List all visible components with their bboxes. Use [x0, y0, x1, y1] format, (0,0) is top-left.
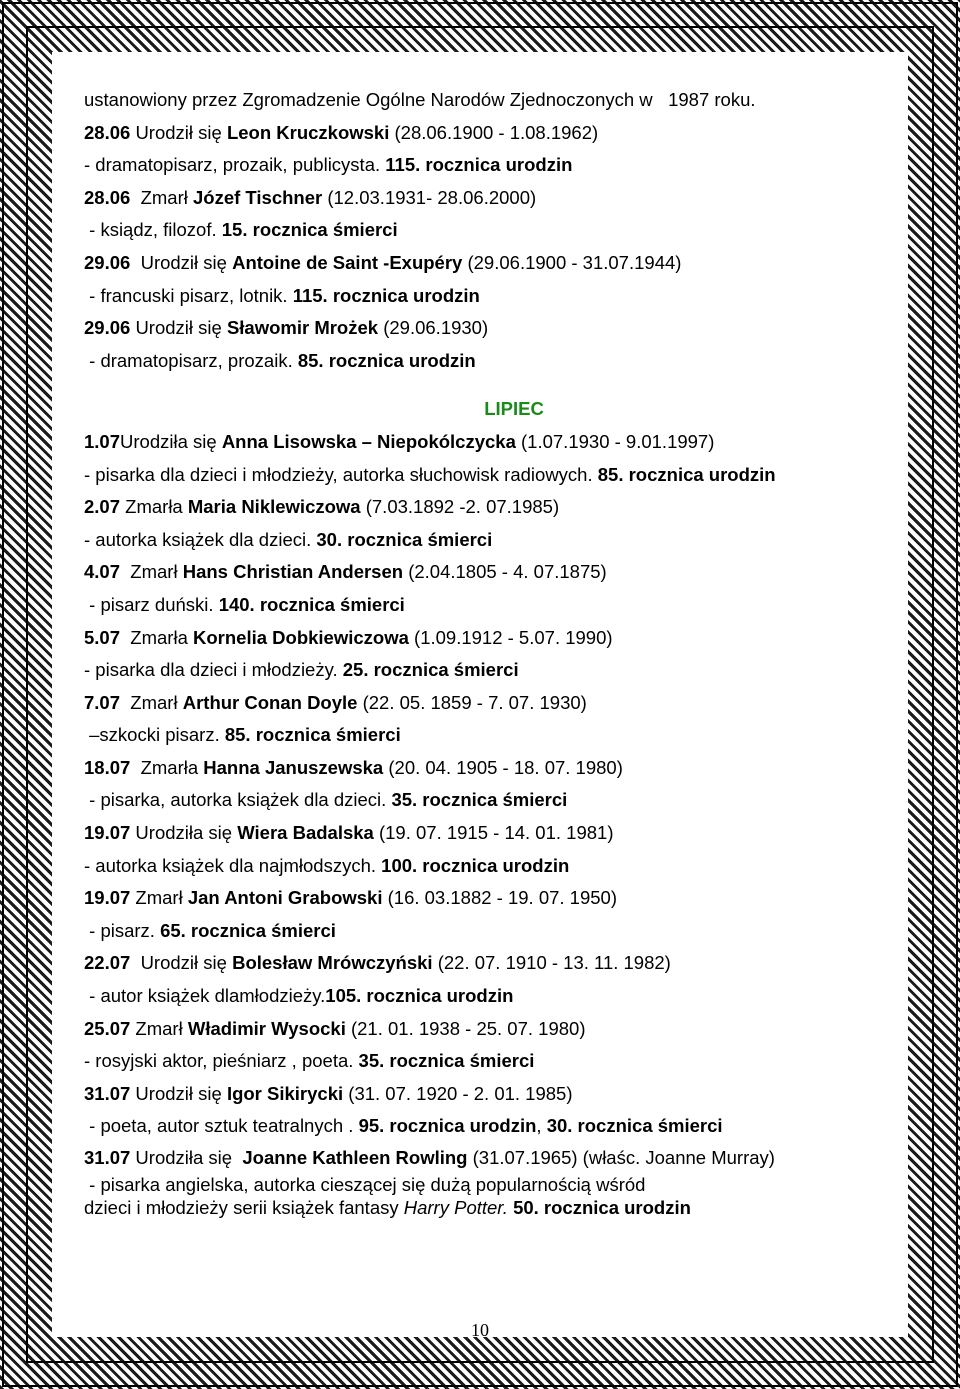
entry-saint-exupery: 29.06 Urodził się Antoine de Saint -Exupéry (29.06.1900 - 31.07.1944)	[84, 251, 682, 273]
text-line: dzieci i młodzieży serii książek fantasy Harry Potter. 50. rocznica urodzin	[84, 1197, 691, 1218]
entry-andersen: 4.07 Zmarł Hans Christian Andersen (2.04.1805 - 4. 07.1875)	[84, 561, 607, 583]
section-title: LIPIEC	[484, 398, 544, 420]
text-line: - pisarka dla dzieci i młodzieży, autorka słuchowisk radiowych. 85. rocznica urodzin	[84, 463, 776, 485]
text-line: ustanowiony przez Zgromadzenie Ogólne Narodów Zjednoczonych w 1987 roku.	[84, 89, 756, 110]
entry-grabowski: 19.07 Zmarł Jan Antoni Grabowski (16. 03.1882 - 19. 07. 1950)	[84, 887, 617, 909]
text-line: - dramatopisarz, prozaik, publicysta. 115. rocznica urodzin	[84, 154, 573, 176]
entry-sikirycki: 31.07 Urodził się Igor Sikirycki (31. 07. 1920 - 2. 01. 1985)	[84, 1082, 573, 1104]
entry-lisowska: 1.07Urodziła się Anna Lisowska – Niepokólczycka (1.07.1930 - 9.01.1997)	[84, 430, 715, 452]
entry-januszewska: 18.07 Zmarła Hanna Januszewska (20. 04. 1905 - 18. 07. 1980)	[84, 756, 623, 778]
entry-dobkiewiczowa: 5.07 Zmarła Kornelia Dobkiewiczowa (1.09.1912 - 5.07. 1990)	[84, 626, 613, 648]
page-content	[84, 84, 884, 1219]
text-line: - pisarka angielska, autorka cieszącej się dużą popularnością wśród	[84, 1174, 646, 1195]
entry-badalska: 19.07 Urodziła się Wiera Badalska (19. 07. 1915 - 14. 01. 1981)	[84, 822, 614, 844]
text-line: - autorka książek dla dzieci. 30. rocznica śmierci	[84, 528, 493, 550]
text-line: - poeta, autor sztuk teatralnych . 95. rocznica urodzin, 30. rocznica śmierci	[84, 1115, 723, 1137]
page-number: 10	[471, 1320, 489, 1340]
text-line: - dramatopisarz, prozaik. 85. rocznica urodzin	[84, 349, 476, 371]
text-line: - rosyjski aktor, pieśniarz , poeta. 35. rocznica śmierci	[84, 1050, 535, 1072]
text-line: - pisarz. 65. rocznica śmierci	[84, 919, 336, 941]
text-line: - pisarz duński. 140. rocznica śmierci	[84, 593, 405, 615]
text-line: - pisarka dla dzieci i młodzieży. 25. rocznica śmierci	[84, 659, 519, 681]
text-line: - pisarka, autorka książek dla dzieci. 35. rocznica śmierci	[84, 789, 568, 811]
entry-niklewiczowa: 2.07 Zmarła Maria Niklewiczowa (7.03.1892 -2. 07.1985)	[84, 496, 560, 518]
entry-mrozek: 29.06 Urodził się Sławomir Mrożek (29.06.1930)	[84, 317, 489, 339]
text-line: - autorka książek dla najmłodszych. 100. rocznica urodzin	[84, 854, 570, 876]
text-line: - francuski pisarz, lotnik. 115. rocznica urodzin	[84, 284, 480, 306]
entry-wysocki: 25.07 Zmarł Władimir Wysocki (21. 01. 1938 - 25. 07. 1980)	[84, 1017, 586, 1039]
entry-conan-doyle: 7.07 Zmarł Arthur Conan Doyle (22. 05. 1859 - 7. 07. 1930)	[84, 691, 587, 713]
entry-mrowczynski: 22.07 Urodził się Bolesław Mrówczyński (22. 07. 1910 - 13. 11. 1982)	[84, 952, 671, 974]
text-line: - ksiądz, filozof. 15. rocznica śmierci	[84, 219, 398, 241]
entry-rowling: 31.07 Urodziła się Joanne Kathleen Rowling (31.07.1965) (właśc. Joanne Murray)	[84, 1147, 775, 1168]
text-line: –szkocki pisarz. 85. rocznica śmierci	[84, 724, 401, 746]
entry-tischner: 28.06 Zmarł Józef Tischner (12.03.1931- 28.06.2000)	[84, 186, 537, 208]
text-line: - autor książek dlamłodzieży.105. rocznica urodzin	[84, 985, 514, 1007]
entry-kruczkowski: 28.06 Urodził się Leon Kruczkowski (28.06.1900 - 1.08.1962)	[84, 121, 599, 143]
